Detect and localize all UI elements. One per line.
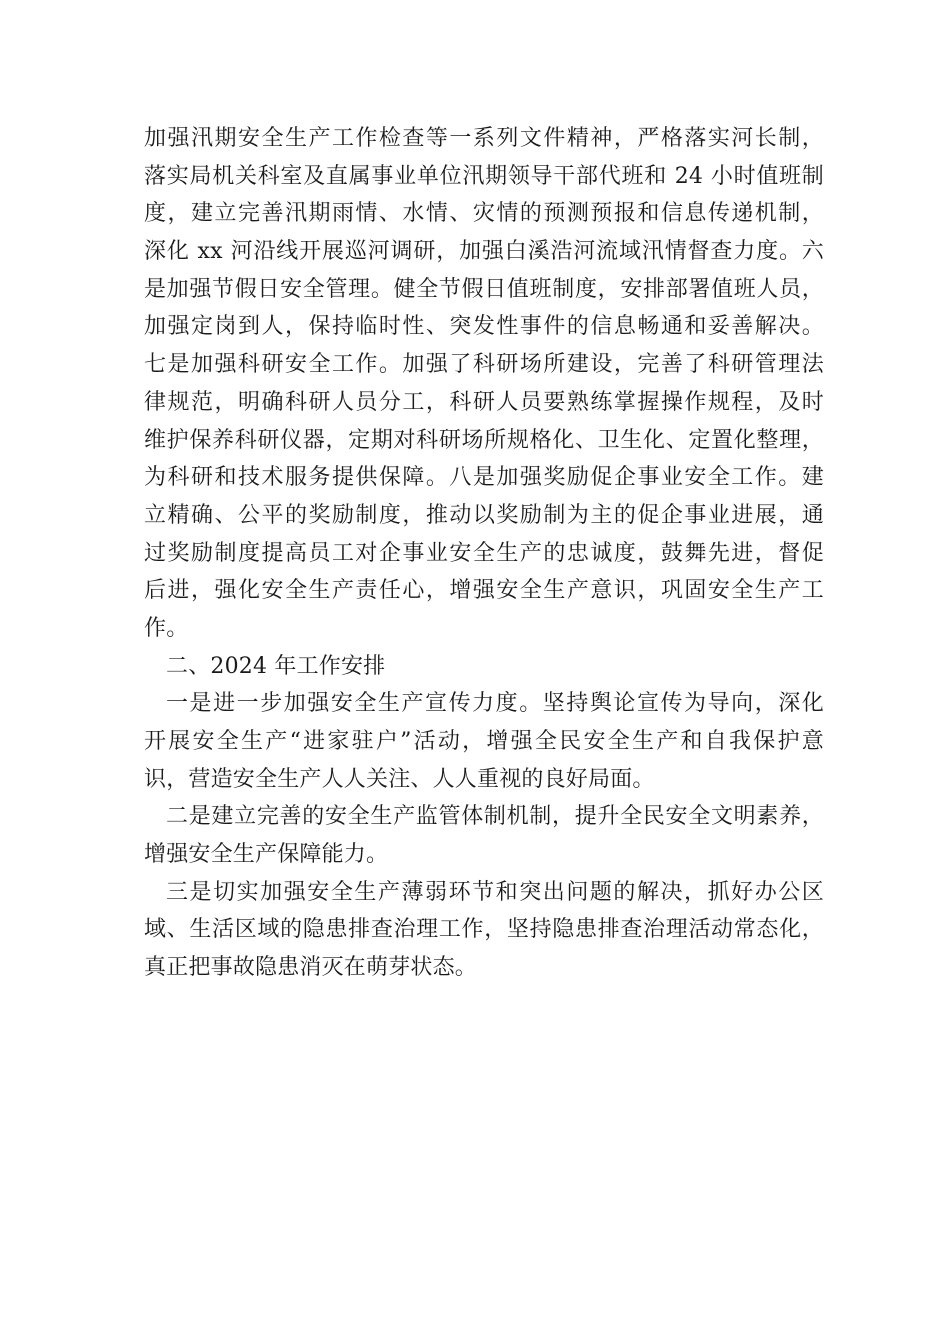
text-line: 加强汛期安全生产工作检查等一系列文件精神，严格落实河长制， bbox=[144, 126, 824, 151]
text-line: 域、生活区域的隐患排查治理工作，坚持隐患排查治理活动常态化， bbox=[144, 917, 824, 943]
paragraph-first-line: 三是切实加强安全生产薄弱环节和突出问题的解决，抓好办公区 bbox=[166, 879, 824, 905]
paragraph-first-line: 二、2024 年工作安排 bbox=[166, 653, 386, 679]
text-line: 维护保养科研仪器，定期对科研场所规格化、卫生化、定置化整理， bbox=[144, 427, 824, 453]
text-line: 加强定岗到人，保持临时性、突发性事件的信息畅通和妥善解决。 bbox=[144, 314, 824, 340]
text-line: 立精确、公平的奖励制度，推动以奖励制为主的促企事业进展，通 bbox=[144, 502, 824, 528]
text-line: 为科研和技术服务提供保障。八是加强奖励促企事业安全工作。建 bbox=[144, 465, 824, 491]
text-line: 律规范，明确科研人员分工，科研人员要熟练掌握操作规程，及时 bbox=[144, 389, 824, 415]
text-line: 落实局机关科室及直属事业单位汛期领导干部代班和 24 小时值班制 bbox=[144, 163, 824, 189]
paragraph-first-line: 二是建立完善的安全生产监管体制机制，提升全民安全文明素养， bbox=[166, 804, 824, 830]
text-line: 是加强节假日安全管理。健全节假日值班制度，安排部署值班人员， bbox=[144, 276, 824, 302]
paragraph-first-line: 一是进一步加强安全生产宣传力度。坚持舆论宣传为导向，深化 bbox=[166, 691, 824, 717]
text-line: 度，建立完善汛期雨情、水情、灾情的预测预报和信息传递机制， bbox=[144, 201, 824, 227]
text-line: 作。 bbox=[144, 615, 189, 641]
text-line: 过奖励制度提高员工对企事业安全生产的忠诚度，鼓舞先进，督促 bbox=[144, 540, 824, 566]
document-body bbox=[144, 120, 824, 987]
text-line: 真正把事故隐患消灭在萌芽状态。 bbox=[144, 955, 478, 981]
text-line: 七是加强科研安全工作。加强了科研场所建设，完善了科研管理法 bbox=[144, 352, 824, 378]
text-line: 开展安全生产“进家驻户”活动，增强全民安全生产和自我保护意 bbox=[144, 729, 824, 754]
text-line: 后进，强化安全生产责任心，增强安全生产意识，巩固安全生产工 bbox=[144, 578, 824, 604]
text-line: 深化 xx 河沿线开展巡河调研，加强白溪浩河流域汛情督查力度。六 bbox=[144, 239, 824, 265]
text-line: 增强安全生产保障能力。 bbox=[144, 842, 389, 868]
text-line: 识，营造安全生产人人关注、人人重视的良好局面。 bbox=[144, 766, 655, 792]
